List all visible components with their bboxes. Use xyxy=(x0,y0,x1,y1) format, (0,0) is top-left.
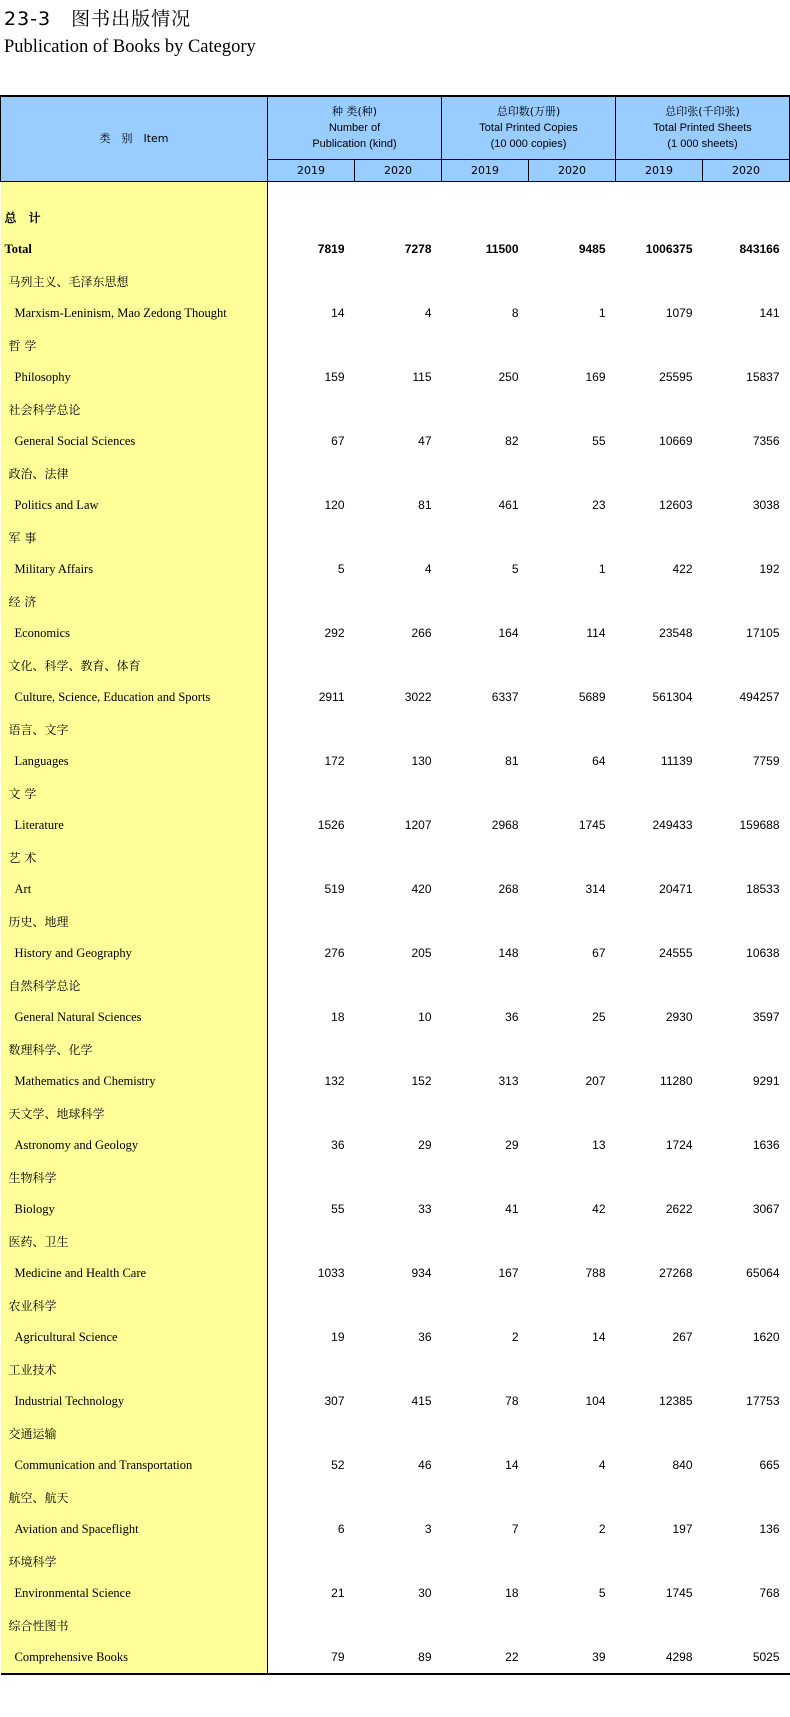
category-value: 10 xyxy=(418,1010,432,1024)
category-value: 313 xyxy=(498,1074,519,1088)
category-value: 6337 xyxy=(491,690,519,704)
category-value: 205 xyxy=(411,946,432,960)
category-label-en: Philosophy xyxy=(1,361,268,393)
category-value: 11139 xyxy=(660,754,693,768)
category-label-cn: 生物科学 xyxy=(1,1161,268,1193)
category-value: 81 xyxy=(505,754,519,768)
category-row xyxy=(1,617,790,649)
category-label-en: Military Affairs xyxy=(1,553,268,585)
category-value: 276 xyxy=(324,946,345,960)
category-row xyxy=(1,745,790,777)
category-row-cn xyxy=(1,265,790,297)
category-value: 3038 xyxy=(752,498,780,512)
category-value: 1745 xyxy=(665,1586,693,1600)
category-label-cn: 社会科学总论 xyxy=(1,393,268,425)
header-group-en: Number of xyxy=(328,122,381,134)
category-value: 65064 xyxy=(746,1266,780,1280)
category-value: 172 xyxy=(324,754,345,768)
category-label-en: Culture, Science, Education and Sports xyxy=(1,681,268,713)
category-value: 78 xyxy=(505,1394,519,1408)
category-value: 67 xyxy=(331,434,345,448)
category-value: 2911 xyxy=(318,690,345,704)
total-value: 9485 xyxy=(578,242,606,256)
category-row xyxy=(1,425,790,457)
category-value: 132 xyxy=(324,1074,345,1088)
category-value: 9291 xyxy=(752,1074,780,1088)
category-row-cn xyxy=(1,649,790,681)
category-row xyxy=(1,1385,790,1417)
category-value: 148 xyxy=(498,946,519,960)
category-label-cn: 天文学、地球科学 xyxy=(1,1097,268,1129)
category-value: 11280 xyxy=(660,1074,693,1088)
category-value: 14 xyxy=(331,306,345,320)
category-value: 115 xyxy=(412,370,432,384)
category-value: 159688 xyxy=(739,818,780,832)
category-value: 4 xyxy=(424,562,432,576)
category-value: 152 xyxy=(411,1074,432,1088)
category-label-cn: 艺 术 xyxy=(1,841,268,873)
year-header: 2020 xyxy=(703,160,790,182)
books-publication-table xyxy=(0,95,790,1675)
spacer-row xyxy=(1,182,790,202)
category-label-en: Languages xyxy=(1,745,268,777)
category-value: 422 xyxy=(672,562,693,576)
category-value: 934 xyxy=(411,1266,432,1280)
category-value: 52 xyxy=(331,1458,345,1472)
category-value: 461 xyxy=(498,498,519,512)
category-value: 1526 xyxy=(317,818,345,832)
category-row-cn xyxy=(1,1161,790,1193)
category-value: 104 xyxy=(585,1394,606,1408)
header-group-en: (10 000 copies) xyxy=(490,138,567,150)
category-value: 314 xyxy=(585,882,606,896)
category-value: 8 xyxy=(511,306,519,320)
category-row xyxy=(1,297,790,329)
category-row-cn xyxy=(1,1545,790,1577)
category-label-cn: 经 济 xyxy=(1,585,268,617)
total-value: 7819 xyxy=(317,242,345,256)
year-header: 2019 xyxy=(616,160,703,182)
category-value: 415 xyxy=(411,1394,432,1408)
category-label-cn: 政治、法律 xyxy=(1,457,268,489)
category-label-en: Mathematics and Chemistry xyxy=(1,1065,268,1097)
category-value: 29 xyxy=(505,1138,519,1152)
header-group-cn: 总印张(千印张) xyxy=(665,105,740,118)
category-label-cn: 综合性图书 xyxy=(1,1609,268,1641)
header-group-cn: 总印数(万册) xyxy=(496,105,561,118)
category-value: 12385 xyxy=(659,1394,693,1408)
table-body xyxy=(1,182,790,1675)
category-value: 82 xyxy=(505,434,519,448)
category-label-cn: 文化、科学、教育、体育 xyxy=(1,649,268,681)
category-row xyxy=(1,1513,790,1545)
category-value: 167 xyxy=(498,1266,519,1280)
year-header: 2019 xyxy=(442,160,529,182)
category-value: 47 xyxy=(418,434,432,448)
category-value: 64 xyxy=(592,754,606,768)
category-value: 30 xyxy=(418,1586,432,1600)
category-label-en: Medicine and Health Care xyxy=(1,1257,268,1289)
category-label-cn: 军 事 xyxy=(1,521,268,553)
category-value: 169 xyxy=(585,370,606,384)
category-value: 21 xyxy=(331,1586,345,1600)
category-value: 494257 xyxy=(739,690,780,704)
category-row xyxy=(1,937,790,969)
category-value: 114 xyxy=(586,626,606,640)
category-value: 23548 xyxy=(659,626,693,640)
category-row xyxy=(1,681,790,713)
total-label-en: Total xyxy=(1,233,268,265)
category-label-cn: 历史、地理 xyxy=(1,905,268,937)
category-label-en: History and Geography xyxy=(1,937,268,969)
category-value: 13 xyxy=(592,1138,606,1152)
category-row-cn xyxy=(1,1609,790,1641)
category-value: 7 xyxy=(511,1522,519,1536)
category-value: 1 xyxy=(598,562,606,576)
category-row-cn xyxy=(1,1481,790,1513)
category-value: 14 xyxy=(505,1458,519,1472)
category-row-cn xyxy=(1,1289,790,1321)
table-header xyxy=(1,96,790,182)
header-group-en: (1 000 sheets) xyxy=(667,138,738,150)
category-value: 42 xyxy=(592,1202,606,1216)
category-row-cn xyxy=(1,841,790,873)
category-value: 18533 xyxy=(746,882,780,896)
category-value: 164 xyxy=(498,626,519,640)
year-header: 2020 xyxy=(355,160,442,182)
category-value: 267 xyxy=(672,1330,693,1344)
category-row xyxy=(1,873,790,905)
total-value: 1006375 xyxy=(645,242,693,256)
category-value: 12603 xyxy=(659,498,693,512)
category-value: 159 xyxy=(324,370,345,384)
category-value: 18 xyxy=(505,1586,519,1600)
category-value: 19 xyxy=(331,1330,345,1344)
category-label-cn: 农业科学 xyxy=(1,1289,268,1321)
category-row xyxy=(1,553,790,585)
category-value: 89 xyxy=(355,1641,442,1674)
category-row xyxy=(1,1321,790,1353)
category-value: 18 xyxy=(331,1010,345,1024)
header-group-en: Total Printed Copies xyxy=(479,122,578,134)
category-value: 1033 xyxy=(317,1266,345,1280)
category-row xyxy=(1,1129,790,1161)
header-group-en: Publication (kind) xyxy=(312,138,397,150)
category-value: 1636 xyxy=(752,1138,780,1152)
category-row xyxy=(1,489,790,521)
category-value: 250 xyxy=(498,370,519,384)
item-column-header: 类 别 Item xyxy=(1,96,268,182)
category-value: 788 xyxy=(585,1266,606,1280)
category-value: 15837 xyxy=(746,370,780,384)
category-value: 4 xyxy=(424,306,432,320)
category-row-cn xyxy=(1,457,790,489)
total-value: 7278 xyxy=(404,242,432,256)
category-row-cn xyxy=(1,521,790,553)
category-row-cn xyxy=(1,1225,790,1257)
category-value: 292 xyxy=(324,626,345,640)
total-value: 11500 xyxy=(485,242,519,256)
category-row-cn xyxy=(1,777,790,809)
category-value: 5 xyxy=(598,1586,606,1600)
category-label-en: Art xyxy=(1,873,268,905)
category-value: 6 xyxy=(337,1522,345,1536)
category-label-en: Astronomy and Geology xyxy=(1,1129,268,1161)
year-header: 2019 xyxy=(268,160,355,182)
category-value: 2930 xyxy=(665,1010,693,1024)
category-label-cn: 马列主义、毛泽东思想 xyxy=(1,265,268,297)
category-value: 36 xyxy=(331,1138,345,1152)
category-value: 136 xyxy=(759,1522,780,1536)
category-value: 197 xyxy=(672,1522,693,1536)
category-value: 7356 xyxy=(752,434,780,448)
category-label-en: Marxism-Leninism, Mao Zedong Thought xyxy=(1,297,268,329)
category-label-cn: 数理科学、化学 xyxy=(1,1033,268,1065)
category-value: 20471 xyxy=(659,882,693,896)
category-value: 55 xyxy=(331,1202,345,1216)
category-label-cn: 医药、卫生 xyxy=(1,1225,268,1257)
category-label-cn: 航空、航天 xyxy=(1,1481,268,1513)
category-value: 249433 xyxy=(652,818,693,832)
category-label-cn: 文 学 xyxy=(1,777,268,809)
category-row-cn xyxy=(1,1097,790,1129)
category-value: 10638 xyxy=(746,946,780,960)
category-value: 120 xyxy=(324,498,345,512)
page-title-chinese: 23-3 图书出版情况 xyxy=(4,8,192,30)
total-label-cn: 总 计 xyxy=(1,201,268,233)
category-value: 5689 xyxy=(578,690,606,704)
category-value: 561304 xyxy=(652,690,693,704)
category-value: 36 xyxy=(505,1010,519,1024)
category-label-cn: 交通运输 xyxy=(1,1417,268,1449)
category-value: 23 xyxy=(592,498,606,512)
category-label-cn: 工业技术 xyxy=(1,1353,268,1385)
year-header: 2020 xyxy=(529,160,616,182)
category-row xyxy=(1,1449,790,1481)
category-value: 25595 xyxy=(659,370,693,384)
category-label-en: Biology xyxy=(1,1193,268,1225)
category-row xyxy=(1,1065,790,1097)
category-label-cn: 自然科学总论 xyxy=(1,969,268,1001)
total-row-cn xyxy=(1,201,790,233)
header-group-cn: 种 类(种) xyxy=(331,105,378,118)
category-value: 7759 xyxy=(752,754,780,768)
category-value: 519 xyxy=(324,882,345,896)
number-of-publication-header xyxy=(268,96,442,160)
category-value: 1724 xyxy=(665,1138,693,1152)
category-label-en: Environmental Science xyxy=(1,1577,268,1609)
category-row-cn xyxy=(1,713,790,745)
category-row-cn xyxy=(1,329,790,361)
category-label-en: Aviation and Spaceflight xyxy=(1,1513,268,1545)
category-value: 192 xyxy=(759,562,780,576)
category-value: 141 xyxy=(759,306,780,320)
category-row-cn xyxy=(1,585,790,617)
category-label-en: Economics xyxy=(1,617,268,649)
category-row xyxy=(1,1641,790,1674)
total-row xyxy=(1,233,790,265)
category-label-en: Literature xyxy=(1,809,268,841)
category-row-cn xyxy=(1,1417,790,1449)
category-value: 4 xyxy=(598,1458,606,1472)
category-value: 1079 xyxy=(665,306,693,320)
category-value: 29 xyxy=(418,1138,432,1152)
page-title-english: Publication of Books by Category xyxy=(4,37,256,57)
category-value: 24555 xyxy=(659,946,693,960)
category-value: 17105 xyxy=(746,626,780,640)
category-value: 27268 xyxy=(659,1266,693,1280)
category-row-cn xyxy=(1,905,790,937)
category-value: 2 xyxy=(511,1330,519,1344)
category-value: 41 xyxy=(505,1202,519,1216)
category-value: 39 xyxy=(529,1641,616,1674)
category-value: 840 xyxy=(672,1458,693,1472)
category-value: 420 xyxy=(411,882,432,896)
category-value: 67 xyxy=(592,946,606,960)
category-value: 25 xyxy=(592,1010,606,1024)
category-label-cn: 哲 学 xyxy=(1,329,268,361)
category-value: 55 xyxy=(592,434,606,448)
category-value: 81 xyxy=(418,498,432,512)
category-value: 3 xyxy=(424,1522,432,1536)
total-printed-copies-header xyxy=(442,96,616,160)
category-value: 3067 xyxy=(752,1202,780,1216)
category-label-en: Politics and Law xyxy=(1,489,268,521)
category-label-en: General Social Sciences xyxy=(1,425,268,457)
category-value: 79 xyxy=(268,1641,355,1674)
category-row-cn xyxy=(1,1033,790,1065)
category-label-en: Communication and Transportation xyxy=(1,1449,268,1481)
category-label-en: General Natural Sciences xyxy=(1,1001,268,1033)
category-value: 10669 xyxy=(659,434,693,448)
total-printed-sheets-header xyxy=(616,96,790,160)
category-value: 2622 xyxy=(665,1202,693,1216)
category-label-cn: 环境科学 xyxy=(1,1545,268,1577)
category-value: 130 xyxy=(411,754,432,768)
category-label-en: Agricultural Science xyxy=(1,1321,268,1353)
category-value: 1620 xyxy=(752,1330,780,1344)
category-value: 1745 xyxy=(578,818,606,832)
category-value: 17753 xyxy=(746,1394,780,1408)
category-value: 207 xyxy=(585,1074,606,1088)
category-value: 5 xyxy=(337,562,345,576)
category-value: 268 xyxy=(498,882,519,896)
category-label-en: Industrial Technology xyxy=(1,1385,268,1417)
category-value: 3597 xyxy=(752,1010,780,1024)
category-value: 1207 xyxy=(404,818,432,832)
category-value: 2968 xyxy=(491,818,519,832)
category-label-en: Comprehensive Books xyxy=(1,1641,268,1674)
category-label-cn: 语言、文字 xyxy=(1,713,268,745)
total-value: 843166 xyxy=(739,242,780,256)
category-row xyxy=(1,1001,790,1033)
category-value: 14 xyxy=(592,1330,606,1344)
category-value: 3022 xyxy=(404,690,432,704)
category-row-cn xyxy=(1,1353,790,1385)
category-value: 4298 xyxy=(616,1641,703,1674)
category-row-cn xyxy=(1,969,790,1001)
category-value: 1 xyxy=(598,306,606,320)
category-value: 307 xyxy=(324,1394,345,1408)
category-row xyxy=(1,1257,790,1289)
category-row xyxy=(1,1193,790,1225)
category-value: 46 xyxy=(418,1458,432,1472)
category-value: 36 xyxy=(418,1330,432,1344)
category-row xyxy=(1,809,790,841)
category-row xyxy=(1,1577,790,1609)
category-value: 22 xyxy=(442,1641,529,1674)
category-value: 2 xyxy=(598,1522,606,1536)
category-value: 665 xyxy=(759,1458,780,1472)
category-value: 5025 xyxy=(703,1641,790,1674)
header-group-en: Total Printed Sheets xyxy=(653,122,752,134)
category-row-cn xyxy=(1,393,790,425)
category-row xyxy=(1,361,790,393)
category-value: 5 xyxy=(511,562,519,576)
category-value: 768 xyxy=(759,1586,780,1600)
category-value: 266 xyxy=(411,626,432,640)
category-value: 33 xyxy=(418,1202,432,1216)
